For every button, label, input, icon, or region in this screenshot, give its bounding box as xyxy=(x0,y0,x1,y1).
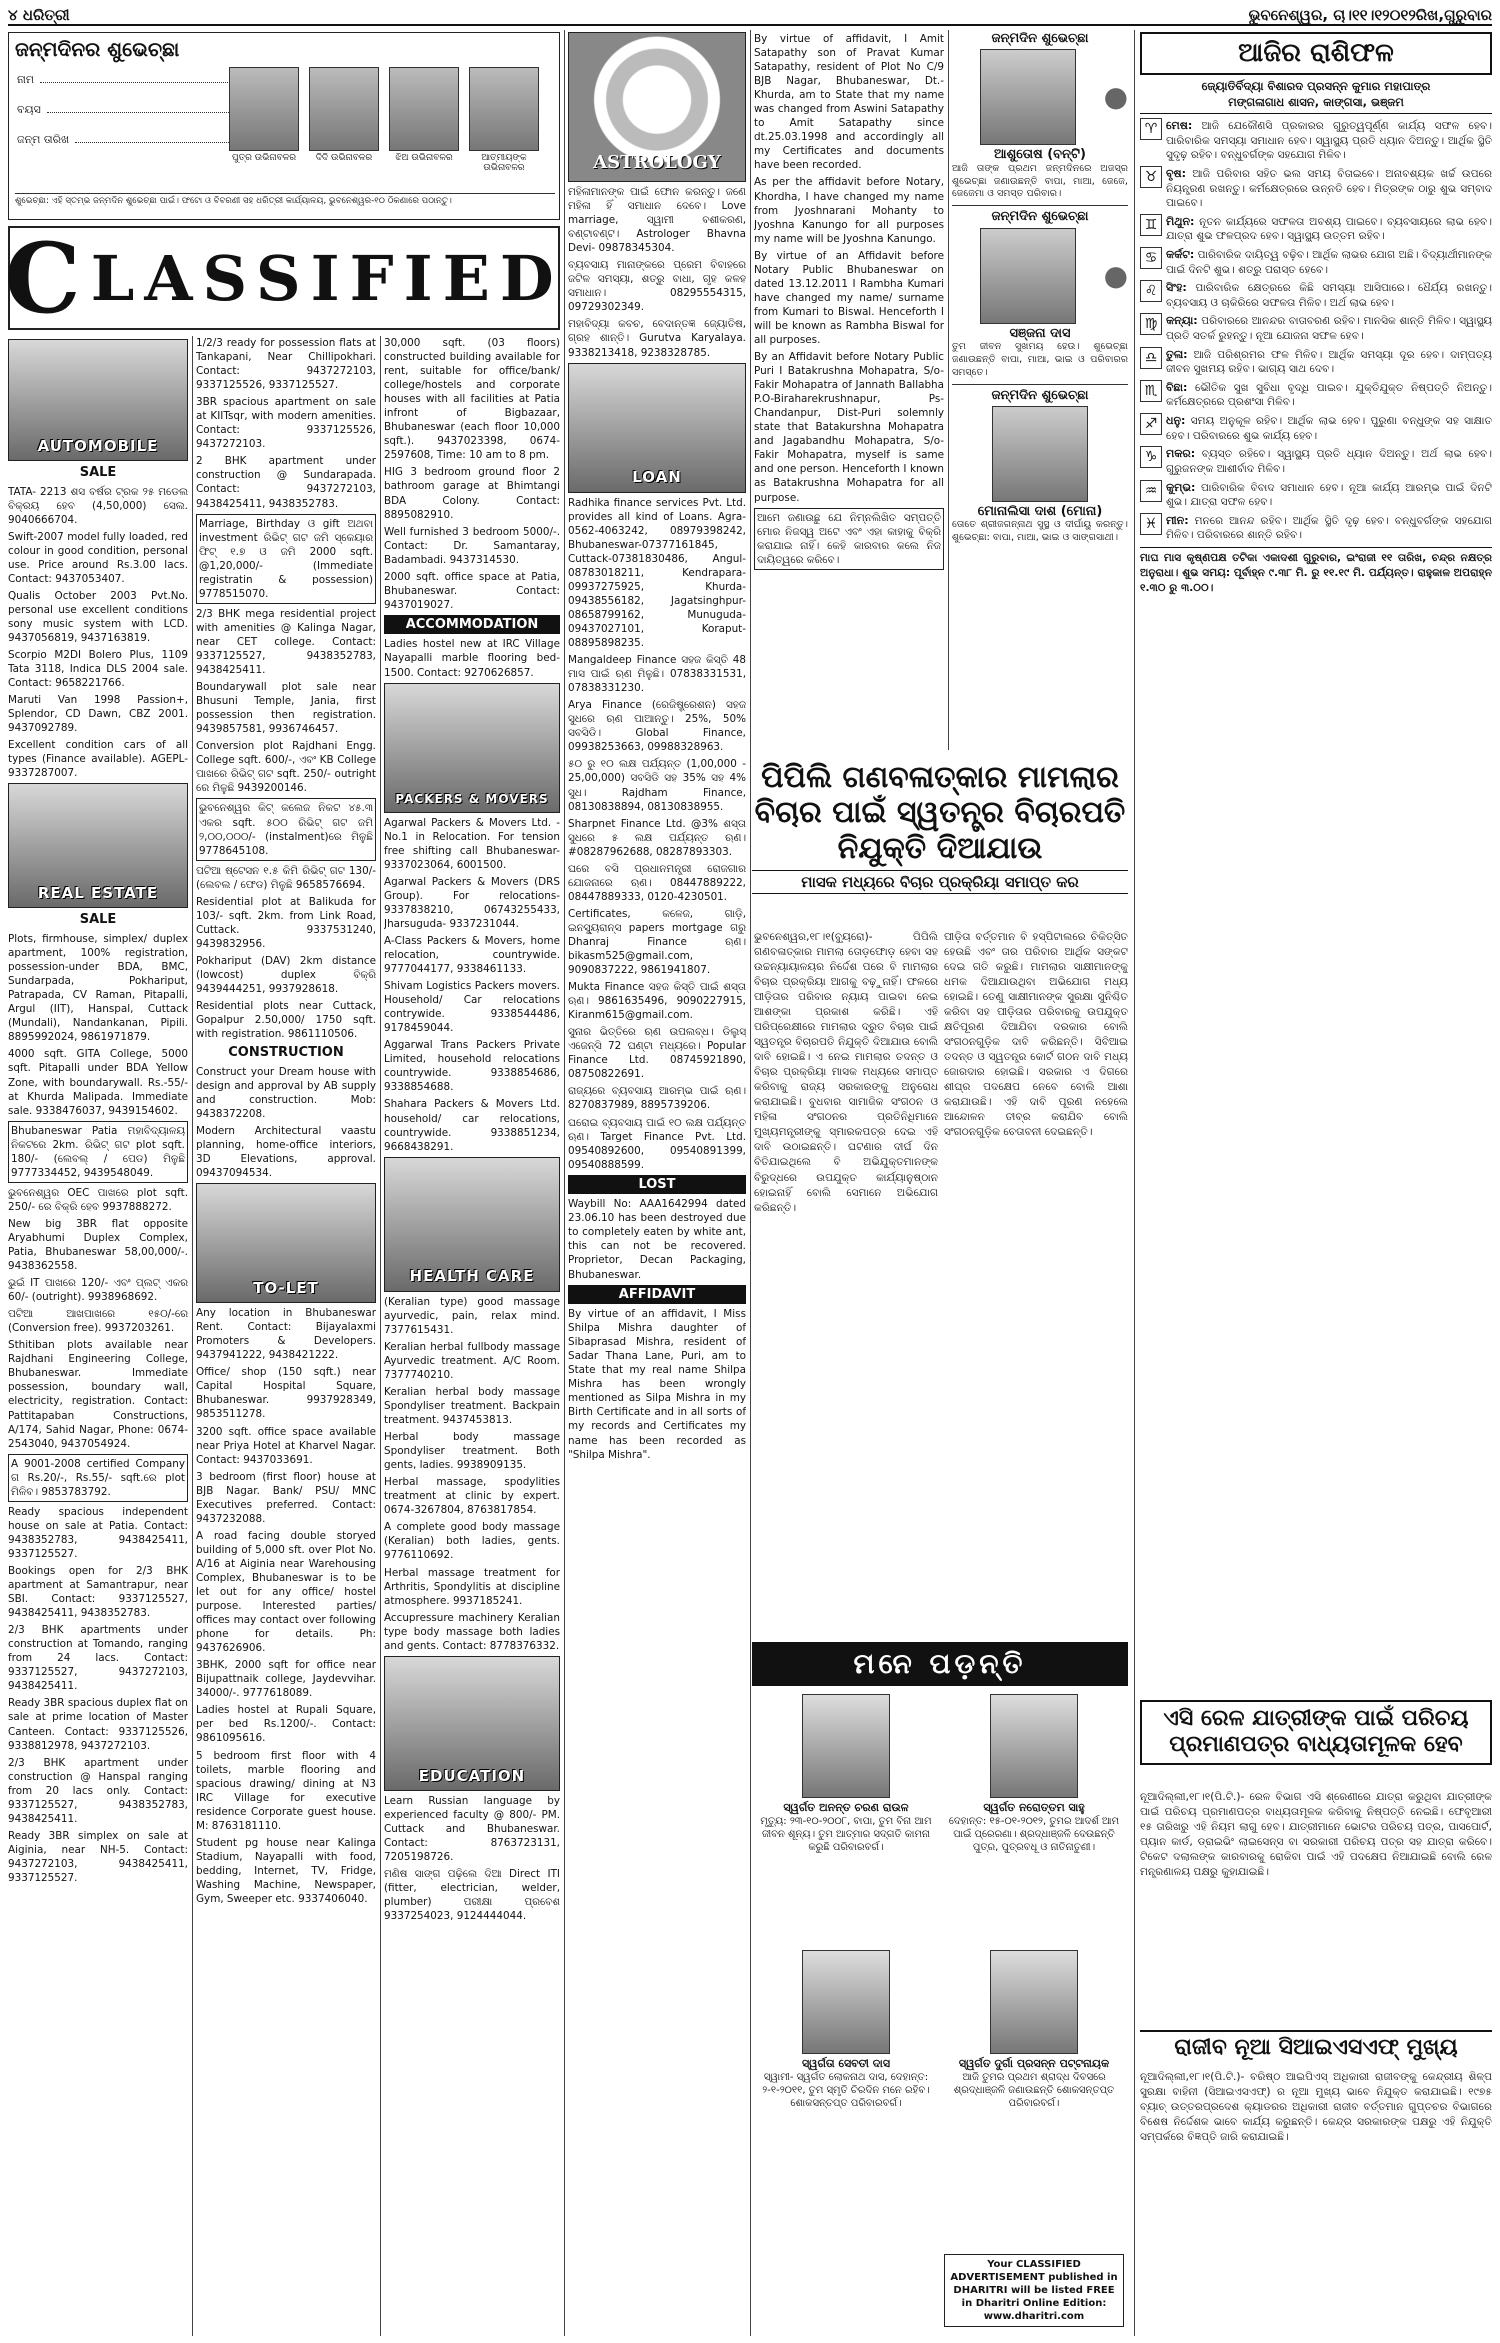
sagittarius-icon: ♐ xyxy=(1140,413,1162,435)
classified-ad: 2/3 BHK apartments under construction at Tomando, ranging from 24 lacs. Contact: 9337125527, 9437272103, 9438425411. xyxy=(8,1624,188,1693)
obituary-entry xyxy=(756,1950,936,2110)
affidavit-header: AFFIDAVIT xyxy=(568,1285,746,1305)
classified-ad: 3BHK, 2000 sqft for office near Bijupattnaik college, Jaydevvihar. 34000/-. 9777618089. xyxy=(196,1659,376,1700)
classified-ad: 3 bedroom (first floor) house at BJB Nagar. Bank/ PSU/ MNC Executives preferred. Contact: 9437232088. xyxy=(196,1470,376,1525)
portrait-photo xyxy=(990,1950,1078,2054)
lost-header: LOST xyxy=(568,1175,746,1195)
cancer-icon: ♋ xyxy=(1140,247,1162,269)
classified-ad: Accupressure machinery Keralian type body massage both ladies and gents. Contact: 8778376332. xyxy=(384,1611,560,1652)
classified-ad: 1/2/3 ready for possession flats at Tankapani, Near Chillipokhari. Contact: 9437272103, 9337125526, 9337125527. xyxy=(196,337,376,392)
child-photo xyxy=(992,406,1088,502)
classified-ad: Modern Architectural vaastu planning, home-office interiors, 3D Elevations, approval. 09437094534. xyxy=(196,1124,376,1180)
classified-ad: Plots, firmhouse, simplex/ duplex apartment, 100% registration, possession-under BDA, BMC, Sundarpada, Pokhariput, Patrapada, CV Raman, Pitapalli, Argul (IIT), Hanspal, Cuttack (Mundali), Nandankanan, Pipili. 8895992024, 9861971879. xyxy=(8,933,188,1044)
classified-ad: Ladies hostel new at IRC Village Nayapalli marble flooring bed-1500. Contact: 9270626857. xyxy=(384,638,560,679)
obituary-entry xyxy=(944,1694,1124,1854)
automobile-tile: AUTOMOBILE xyxy=(8,339,188,461)
libra-icon: ♎ xyxy=(1140,347,1162,369)
zodiac-sign: ♐ ଧନୁ: ସମୟ ଅନୁକୂଳ ରହିବ। ଆର୍ଥିକ ଲାଭ ହେବ। ପୁରୁଣା ବନ୍ଧୁଙ୍କ ସହ ସାକ୍ଷାତ ହେବ। ପରିବାରରେ ଶୁଭ କାର୍ଯ୍ୟ ହେବ। xyxy=(1140,413,1492,443)
photo-caption: ପୁତ୍ର ଉଭିନାବଳର xyxy=(231,153,297,163)
headline-deck: ମାସକ ମଧ୍ୟରେ ବିଚାର ପ୍ରକ୍ରିୟା ସମାପ୍ତ କର xyxy=(752,870,1128,894)
horoscope-column xyxy=(1140,32,1492,1632)
zodiac-sign: ♊ ମିଥୁନ: ନୂତନ କାର୍ଯ୍ୟରେ ସଫଳତା ଅବଶ୍ୟ ପାଇବେ। ବ୍ୟବସାୟରେ ଲାଭ ହେବ। ଯାତ୍ରା ଶୁଭ ଫଳପ୍ରଦ ହେବ। ସ୍ୱାସ୍ଥ୍ୟ ଉତ୍ତମ ରହିବ। xyxy=(1140,214,1492,244)
zodiac-sign: ♑ ମକର: ବ୍ୟସ୍ତ ରହିବେ। ସ୍ୱାସ୍ଥ୍ୟ ପ୍ରତି ଧ୍ୟାନ ଦିଅନ୍ତୁ। ଅର୍ଥ ଲାଭ ହେବ। ଗୁରୁଜନଙ୍କ ଆଶୀର୍ବାଦ ମିଳିବ। xyxy=(1140,446,1492,476)
classified-ad: ମହିଳାମାନଙ୍କ ପାଇଁ ଫୋନ କରନ୍ତୁ। ଜଣେ ମହିଳା ହିଁ ସମାଧାନ ଦେବେ। Love marriage, ସ୍ୱାମୀ ବଶୀକରଣ, ବଣ୍ଟାବଣ୍ଟ। Astrologer Bhavna Devi- 09878345304. xyxy=(568,186,746,255)
classified-ad: 4000 sqft. GITA College, 5000 sqft. Pitapalli under BDA Yellow Zone, with boundarywall. Rs.-55/- at Khurda Malipada. Immediate sale. 9338476037, 9439154602. xyxy=(8,1048,188,1117)
main-headline xyxy=(752,760,1128,894)
classified-ad: ଘରୋଇ ବ୍ୟବସାୟ ପାଇଁ ୧୦ ଲକ୍ଷ ପର୍ଯ୍ୟନ୍ତ ଋଣ। Target Finance Pvt. Ltd. 09540892600, 09540891399, 09540888599. xyxy=(568,1116,746,1171)
classified-ad: Keralian herbal body massage Spondyliser treatment. Backpain treatment. 9437453813. xyxy=(384,1385,560,1427)
classified-ad: Pokhariput (DAV) 2km distance (lowcost) duplex ବିକ୍ରି 9439444251, 9937928618. xyxy=(196,954,376,996)
classified-ad: Mangaldeep Finance ସହଜ କିସ୍ତି 48 ମାସ ପାଇଁ ଋଣ ମିଳୁଛି। 07838331531, 07838331230. xyxy=(568,654,746,695)
child-photo xyxy=(469,67,539,151)
zodiac-sign: ♌ ସିଂହ: ପାରିବାରିକ କ୍ଷେତ୍ରରେ କିଛି ସମସ୍ୟା ଆସିପାରେ। ଧୈର୍ଯ୍ୟ ରଖନ୍ତୁ। ବ୍ୟବସାୟ ଓ ଚାକିରିରେ ସଫଳତା ମିଳିବ। ଅର୍ଥ ଲାଭ ହେବ। xyxy=(1140,280,1492,310)
classified-ad: Radhika finance services Pvt. Ltd. provides all kind of Loans. Agra-0562-4063242, 08979398242, Bhubaneswar-07377161845, Cuttack-07381830486, Angul-08783018211, Kendrapara-09937275925, Khurda-09438556182, Jagatsinghpur-08658799162, Munuguda-09437027101, Koraput-08895898235. xyxy=(568,496,746,650)
classified-banner xyxy=(4,221,564,335)
online-promo: Your CLASSIFIED ADVERTISEMENT published in DHARITRI will be listed FREE in Dharitri Online Edition: www.dharitri.com xyxy=(944,2254,1124,2327)
name-line: ନାମ xyxy=(17,73,230,87)
divider xyxy=(952,384,1128,385)
age-line: ବୟସ xyxy=(17,103,237,117)
classified-ad: New big 3BR flat opposite Aryabhumi Duplex Complex, Patia, Bhubaneswar 58,00,000/-. 9438362558. xyxy=(8,1217,188,1273)
classified-ad: Ready spacious independent house on sale at Patia. Contact: 9438352783, 9438425411, 9337125527. xyxy=(8,1505,188,1560)
classified-ad: ୫୦ ରୁ ୧୦ ଲକ୍ଷ ପର୍ଯ୍ୟନ୍ତ (1,00,000 - 25,00,000) ସବସିଡି ସହ 35% ସହ 4% ସୁଧ। Rajdham Finance, 08130838894, 08130838955. xyxy=(568,758,746,813)
zodiac-sign: ♓ ମୀନ: ମନରେ ଆନନ୍ଦ ରହିବ। ଆର୍ଥିକ ସ୍ଥିତି ଦୃଢ଼ ହେବ। ବନ୍ଧୁବର୍ଗଙ୍କ ସହଯୋଗ ମିଳିବ। ପରିବାରରେ ଶାନ୍ତି ରହିବ। xyxy=(1140,513,1492,543)
classified-ad: ରାଜ୍ୟରେ ବ୍ୟବସାୟ ଆରମ୍ଭ ପାଇଁ ଋଣ। 8270837989, 8895739206. xyxy=(568,1085,746,1112)
child-photo xyxy=(229,67,299,151)
child-photo xyxy=(980,228,1076,324)
cisf-headline: ରାଜୀବ ନୂଆ ସିଆଇଏସଏଫ୍ ମୁଖ୍ୟ xyxy=(1140,2030,1492,2064)
aries-icon: ♈ xyxy=(1140,118,1162,140)
taurus-icon: ♉ xyxy=(1140,166,1162,188)
birthday-wish xyxy=(952,32,1128,201)
affidavit-ad: By an Affidavit before Notary Public Puri I Batakrushna Mohapatra, S/o-Fakir Mohapatra of Jannath Ballabha P.O-Biraharekrushnapur, Ps-Chandanpur, Dist-Puri solemnly state that Batakurshna Mohapatra and Jagabandhu Mohapatra, S/o-Fakir Mohapatra, myself is same and one person. Henceforth I known as Batakrushna Mohapatra for all purpose. xyxy=(754,351,944,504)
packers-tile: PACKERS & MOVERS xyxy=(384,683,560,813)
zodiac-sign: ♍ କନ୍ୟା: ପରିବାରରେ ଆନନ୍ଦର ବାତାବରଣ ରହିବ। ମାନସିକ ଶାନ୍ତି ମିଳିବ। ସ୍ୱାସ୍ଥ୍ୟ ପ୍ରତି ସତର୍କ ରୁହନ୍ତୁ। ନୂଆ ଯୋଜନା ସଫଳ ହେବ। xyxy=(1140,313,1492,343)
sale-header: SALE xyxy=(79,912,117,928)
classified-ad: Agarwal Packers & Movers (DRS Group). For relocations- 9337838210, 06743255433, Jharsuguda- 9337231044. xyxy=(384,875,560,930)
classified-ad: TATA- 2213 ଶସ ବର୍ଷର ଟ୍ରକ ୨୫ ମଡେଲ ବିକ୍ରୟ ହେବ (4,50,000) ସେଲ. 9040666704. xyxy=(8,485,188,526)
portrait-photo xyxy=(802,1694,890,1798)
classified-ad: Conversion plot Rajdhani Engg. College sqft. 600/-, ଏବଂ KB College ପାଖରେ ରିଭିଟ୍ ଗଟ sqft. 250/- outright ରେ ମିଳୁଛି 9439200146. xyxy=(196,740,376,795)
classified-ad: ମହାବିଦ୍ୟା କବଚ, ବେଦାନ୍ତଜ୍ଞ ଜ୍ୟୋତିଷ, ଗ୍ରହ ଶାନ୍ତି। Gurutva Karyalaya. 9338213418, 9238328785. xyxy=(568,318,746,359)
classified-ad: Residential plots near Cuttack, Gopalpur 2.50,000/ 1750 sqft. with registration. 9861110506. xyxy=(196,1000,376,1041)
classified-ad: Agarwal Packers & Movers Ltd. - No.1 in Relocation. For tension free shifting call Bhubaneswar- 9337023064, 6001500. xyxy=(384,816,560,871)
classified-ad: Well furnished 3 bedroom 5000/-. Contact: Dr. Samantaray, Badambadi. 9437314530. xyxy=(384,525,560,566)
classified-ad: A complete good body massage (Keralian) both ladies, gents. 9776110692. xyxy=(384,1521,560,1562)
classified-ad: Maruti Van 1998 Passion+, Splendor, CD Dawn, CBZ 2001. 9437092789. xyxy=(8,694,188,735)
classified-ad: ପଟିଆ ଆଖପାଖରେ ୧୫୦/-ରେ (Conversion free). 9937203261. xyxy=(8,1308,188,1335)
balloon-icon: ● xyxy=(1103,258,1128,292)
classified-ad: 3BR spacious apartment on sale at KIITsqr, with modern amenities. Contact: 9337125526, 9437272103. xyxy=(196,396,376,451)
column-rule xyxy=(564,30,565,2336)
classified-ad: 2 BHK apartment under construction @ Sundarapada. Contact: 9437272103, 9438425411, 9438352783. xyxy=(196,455,376,510)
leo-icon: ♌ xyxy=(1140,280,1162,302)
birthday-wish xyxy=(952,389,1128,545)
birthday-wish xyxy=(952,210,1128,379)
education-tile: EDUCATION xyxy=(384,1656,560,1791)
photo-caption: ଆତ୍ମୀୟଙ୍କ ଉଭିନାବଳର xyxy=(481,153,527,174)
classified-ad: Student pg house near Kalinga Stadium, Nayapalli with food, bedding, Internet, TV, Fridge, Washing Machine, Newspaper, Gym, Sweeper etc. 9337406040. xyxy=(196,1836,376,1905)
to-let-tile: TO-LET xyxy=(196,1183,376,1303)
classified-initial: C xyxy=(4,221,91,335)
affidavit-ad: By virtue of affidavit, I Amit Satapathy son of Pravat Kumar Satapathy, resident of Plot No C/9 BJB Nagar, Bhubaneswar, Dt.-Khurda, am to State that my name was changed from Aswini Satapathy to Amit Satapathy since dt.25.03.1998 and accordingly all my Certificates and documents have been recorded. xyxy=(754,33,944,172)
classified-ad: Swift-2007 model fully loaded, red colour in good condition, personal use. Price around Rs.3.00 lacs. Contact: 9437053407. xyxy=(8,530,188,585)
column-1 xyxy=(8,336,188,2336)
classified-ad: Boundarywall plot sale near Bhusuni Temple, Jania, first possession then registration. 9439857581, 9936746457. xyxy=(196,681,376,736)
column-rule xyxy=(948,30,949,750)
photo-caption: ଝିଅ ଉଭିନାବଳର xyxy=(395,153,453,163)
column-2 xyxy=(196,336,376,2336)
rail-headline: ଏସି ରେଳ ଯାତ୍ରୀଙ୍କ ପାଇଁ ପରିଚୟ ପ୍ରମାଣପତ୍ର ବାଧ୍ୟତାମୂଳକ ହେବ xyxy=(1140,1700,1492,1765)
column-rule xyxy=(750,30,751,2336)
capricorn-icon: ♑ xyxy=(1140,446,1162,468)
wish-text: ଆଜି ତାଙ୍କ ପ୍ରଥମ ଜନ୍ମଦିନରେ ଅଜସ୍ର ଶୁଭେଚ୍ଛା ଜଣାଉଛନ୍ତି ବାପା, ମାଆ, ଜେଜେ, ଜେଜେମା ଓ ସମସ୍ତ ପରିବାର। xyxy=(952,162,1128,200)
classified-ad: Bhubaneswar Patia ମହାବିଦ୍ୟାଳୟ ନିକଟରେ 2km. ରିଭିଟ୍ ଗଟ plot sqft. 180/- (ଲେବଲ୍ / ପେଡ) ମିଳୁଛି 9777334452, 9439548049. xyxy=(8,1121,188,1183)
page-header xyxy=(8,4,1492,26)
classified-ad: Herbal massage, spodylities treatment at clinic by expert. 0674-3267804, 8763817854. xyxy=(384,1476,560,1517)
portrait-photo xyxy=(990,1694,1078,1798)
zodiac-sign: ♎ ତୁଳା: ଆଜି ପରିଶ୍ରମର ଫଳ ମିଳିବ। ଆର୍ଥିକ ସମସ୍ୟା ଦୂର ହେବ। ଦାମ୍ପତ୍ୟ ଜୀବନ ସୁଖମୟ ରହିବ। ଭାଗ୍ୟ ସାଥ ଦେବ। xyxy=(1140,347,1492,377)
obituary-text: ମୃତ୍ୟୁ: ୨୩-୧୦-୨୦୦୮, ବାପା, ତୁମ ବିନା ଆମ ଜୀବନ ଶୂନ୍ୟ। ତୁମ ଆତ୍ମାର ସଦ୍‌ଗତି କାମନା କରୁଛି ପରିବାରବର୍ଗ। xyxy=(760,1816,932,1854)
page-label: ୪ ଧରିତ୍ରୀ xyxy=(8,6,70,24)
classified-ad: Excellent condition cars of all types (Finance available). AGEPL- 9337287007. xyxy=(8,739,188,780)
classified-ad: Herbal massage treatment for Arthritis, Spondylitis at discipline atmosphere. 9937185241. xyxy=(384,1566,560,1607)
classified-ad: (Keralian type) good massage ayurvedic, pain, relax mind. 7377615431. xyxy=(384,1295,560,1336)
classified-ad: By virtue of an affidavit, I Miss Shilpa Mishra daughter of Sibaprasad Mishra, resident of Sadar Thana Lane, Puri, am to State that my real name Shilpa Mishra has been wrongly mentioned as Silpa Mishra in my Birth Certificate and in all sorts of my records and Certificates my name has been recorded as "Shilpa Mishra". xyxy=(568,1308,746,1461)
classified-ad: Sharpnet Finance Ltd. @3% ଶସ୍ତା ସୁଧରେ ୫ ଲକ୍ଷ ପର୍ଯ୍ୟନ୍ତ ଋଣ। #08287962688, 08287893303. xyxy=(568,817,746,858)
classified-ad: 2/3 BHK apartment under construction @ Hanspal ranging from 20 lacs only. Contact: 9337125527, 9438352783, 9438425411. xyxy=(8,1756,188,1825)
gemini-icon: ♊ xyxy=(1140,214,1162,236)
obituary-entry xyxy=(756,1694,936,1854)
classified-ad: Scorpio M2DI Bolero Plus, 1109 Tata 3118, Indica DLS 2004 sale. Contact: 9658221766. xyxy=(8,649,188,690)
horoscope-title: ଆଜିର ରାଶିଫଳ xyxy=(1140,32,1492,75)
classified-ad: Construct your Dream house with design and approval by AB supply and construction. Mob: 9438372208. xyxy=(196,1065,376,1120)
classified-ad: Shahara Packers & Movers Ltd. household/ car relocations, countrywide. 9338851234, 9668438291. xyxy=(384,1098,560,1153)
obituary-name: ସ୍ୱର୍ଗତ ଦୁର୍ଗା ପ୍ରସନ୍ନ ପଟ୍ଟନାୟକ xyxy=(958,2057,1110,2070)
photo-caption: ଦିଦି ଉଭିନାବଳର xyxy=(315,153,373,163)
obituary-name: ସ୍ୱର୍ଗତା ସେବତୀ ଦାସ xyxy=(801,2057,890,2070)
column-5 xyxy=(754,32,944,752)
headline-text: ପିପିଲି ଗଣବଳାତ୍କାର ମାମଲାର ବିଚାର ପାଇଁ ସ୍ୱତନ୍ତ୍ର ବିଚାରପତି ନିଯୁକ୍ତି ଦିଆଯାଉ xyxy=(754,760,1126,866)
obituary-text: ଦେହାନ୍ତ: ୧୫-୦୧-୨୦୧୨, ତୁମର ଆଦର୍ଶ ଆମ ପାଇଁ ପ୍ରେରଣା। ଶ୍ରଦ୍ଧାଞ୍ଜଳି ଦେଉଛନ୍ତି ପୁତ୍ର, ପୁତ୍ରବଧୂ ଓ ନାତିନାତୁଣୀ। xyxy=(948,1816,1120,1854)
virgo-icon: ♍ xyxy=(1140,313,1162,335)
obituary-text: ଆଜି ତୁମର ପ୍ରଥମ ଶ୍ରାଦ୍ଧ ଦିବସରେ ଶ୍ରଦ୍ଧାଞ୍ଜଳି ଜଣାଉଛନ୍ତି ଶୋକସନ୍ତପ୍ତ ପରିବାରବର୍ଗ। xyxy=(953,2072,1115,2110)
zodiac-sign: ♈ ମେଷ: ଆଜି ଯେକୌଣସି ପ୍ରକାରର ଗୁରୁତ୍ୱପୂର୍ଣ୍ଣ କାର୍ଯ୍ୟ ସଫଳ ହେବ। ପାରିବାରିକ ସମସ୍ୟା ସମାଧାନ ହେବ। ସ୍ୱାସ୍ଥ୍ୟ ପ୍ରତି ଧ୍ୟାନ ଦିଅନ୍ତୁ। ଆର୍ଥିକ ସ୍ଥିତି ସୁଦୃଢ଼ ରହିବ। ବନ୍ଧୁବର୍ଗଙ୍କ ସହଯୋଗ ମିଳିବ। xyxy=(1140,118,1492,163)
zodiac-sign: ♒ କୁମ୍ଭ: ପାରିବାରିକ ବିବାଦ ସମାଧାନ ହେବ। ନୂଆ କାର୍ଯ୍ୟ ଆରମ୍ଭ ପାଇଁ ଦିନଟି ଶୁଭ। ଯାତ୍ରା ସଫଳ ହେବ। xyxy=(1140,480,1492,510)
horoscope-author: ଜ୍ୟୋତିର୍ବିଦ୍ୟା ବିଶାରଦ ପ୍ରସନ୍ନ କୁମାର ମହାପାତ୍ର ମଙ୍ଗଳାଗାଧ ଶାସନ, କାଙ୍ଗସା, ଭଞ୍ଜମ xyxy=(1140,79,1492,114)
story-body: ପୀଡ଼ିତା ବର୍ତ୍ତମାନ ବି ହସ୍ପିଟାଲରେ ଚିକିତ୍ସିତ ହେଉଛି ଏବଂ ତାର ପରିବାର ଆର୍ଥିକ ସଙ୍କଟ ଦେଇ ଗତି କରୁଛି। ମାମଲାର ସାକ୍ଷୀମାନଙ୍କୁ ଧମକ ଦିଆଯାଉଥିବା ଅଭିଯୋଗ ମଧ୍ୟ ହୋଇଛି। ତେଣୁ ସାକ୍ଷୀମାନଙ୍କ ସୁରକ୍ଷା ସୁନିଶ୍ଚିତ କରିବା ସହ ପୀଡ଼ିତାର ପରିବାରକୁ ଉପଯୁକ୍ତ କ୍ଷତିପୂରଣ ଦିଆଯିବା ଦରକାର ବୋଲି ସଂଗଠନଗୁଡ଼ିକ ଦାବି କରିଛନ୍ତି। ସିବିଆଇ ତଦନ୍ତ ଓ ସ୍ୱତନ୍ତ୍ର କୋର୍ଟ ଗଠନ ଦାବି ମଧ୍ୟ ଜୋରଦାର ହୋଇଛି। ସରକାର ଏ ଦିଗରେ ଶୀଘ୍ର ପଦକ୍ଷେପ ନେବେ ବୋଲି ଆଶା କରାଯାଉଛି। ଏହି ଦାବି ପୂରଣ ନହେଲେ ଆନ୍ଦୋଳନ ତୀବ୍ର କରାଯିବ ବୋଲି ସଂଗଠନଗୁଡ଼ିକ ଚେତାବନୀ ଦେଇଛନ୍ତି। xyxy=(944,931,1128,1139)
classified-ad: ଭୁଇଁ IT ପାଖରେ 120/- ଏବଂ ପ୍ଲଟ୍ ଏକର 60/- (outright). 9938968692. xyxy=(8,1277,188,1304)
story-body: ଭୁବନେଶ୍ୱର,୧୮।୧(ବ୍ୟୁରୋ)- ପିପିଲି ଗଣବଳାତ୍କାର ମାମଲା ତୋଡ଼ଫୋଡ଼ ହେବା ସହ ଉଚ୍ଚନ୍ୟାୟାଳୟର ନିର୍ଦ୍ଦେଶ ପରେ ବି ମାମଲାର ବିଚାର ପ୍ରକ୍ରିୟା ଆଗକୁ ବଢ଼ୁନାହିଁ। ଫଳରେ ପୀଡ଼ିତାର ପରିବାର ନ୍ୟାୟ ପାଇବା ନେଇ ଆଶଙ୍କା ପ୍ରକାଶ କରିଛି। ଏହି ପରିପ୍ରେକ୍ଷୀରେ ମାମଲାର ଦ୍ରୁତ ବିଚାର ପାଇଁ ସ୍ୱତନ୍ତ୍ର ବିଚାରପତି ନିଯୁକ୍ତି ଦିଆଯାଉ ବୋଲି ଦାବି ହୋଇଛି। ଏ ନେଇ ମାମଲାର ତଦନ୍ତ ଓ ବିଚାର ପ୍ରକ୍ରିୟା ମାସକ ମଧ୍ୟରେ ସମାପ୍ତ କରିବାକୁ ରାଜ୍ୟ ସରକାରଙ୍କୁ ଅନୁରୋଧ କରାଯାଇଛି। ବୁଧବାର ସାମାଜିକ ସଂଗଠନ ଓ ମହିଳା ସଂଗଠନର ପ୍ରତିନିଧିମାନେ ମୁଖ୍ୟମନ୍ତ୍ରୀଙ୍କୁ ସ୍ମାରକପତ୍ର ଦେଇ ଏହି ଦାବି ଉଠାଇଛନ୍ତି। ଘଟଣାର ଦୀର୍ଘ ଦିନ ବିତିଯାଇଥିଲେ ବି ଅଭିଯୁକ୍ତମାନଙ୍କ ବିରୁଦ୍ଧରେ ଉପଯୁକ୍ତ କାର୍ଯ୍ୟାନୁଷ୍ଠାନ ହୋଇନାହିଁ ବୋଲି ସେମାନେ ଅଭିଯୋଗ କରିଛନ୍ତି। xyxy=(754,931,938,1214)
child-photo xyxy=(389,67,459,151)
birthday-form-note: ଶୁଭେଚ୍ଛା: ଏହି ସ୍ତମ୍ଭ ଜନ୍ମଦିନ ଶୁଭେଚ୍ଛା ପାଇଁ। ଫଟୋ ଓ ବିବରଣୀ ସହ ଧରିତ୍ରୀ କାର୍ଯ୍ୟାଳୟ, ଭୁବନେଶ୍ୱର-୧୦ ଠିକଣାରେ ପଠାନ୍ତୁ। xyxy=(15,193,555,207)
classified-ad: Any location in Bhubaneswar Rent. Contact: Bijayalaxmi Promoters & Developers. 9437941222, 9438421222. xyxy=(196,1307,376,1362)
classified-ad: 2/3 BHK mega residential project with amenities @ Kalinga Nagar, near CET college. Contact: 9337125527, 9438352783, 9438425411. xyxy=(196,607,376,677)
birthday-form-title: ଜନ୍ମଦିନର ଶୁଭେଚ୍ଛା xyxy=(15,37,180,61)
classified-ad: Waybill No: AAA1642994 dated 23.06.10 has been destroyed due to completely eaten by white ant, this can not be recovered. Proprietor, Decan Packaging, Bhubaneswar. xyxy=(568,1198,746,1281)
obituary-text: ସ୍ୱାମୀ- ସ୍ୱର୍ଗତ ଲୋକନାଥ ଦାସ, ଦେହାନ୍ତ: ୨-୧-୨୦୧୧, ତୁମ ସ୍ମୃତି ଚିରଦିନ ମନେ ରହିବ। ଶୋକସନ୍ତପ୍ତ ପରିବାରବର୍ଗ। xyxy=(762,2072,930,2110)
astrology-tile: ASTROLOGY xyxy=(568,32,746,182)
column-3 xyxy=(384,336,560,2336)
classified-ad: 3200 sqft. office space available near Priya Hotel at Kharvel Nagar. Contact: 9437033691. xyxy=(196,1425,376,1466)
classified-ad: ବ୍ୟବସାୟ ମାନାଙ୍କରେ ପ୍ରେମ ବିବାହରେ ଜଟିଳ ସମସ୍ୟା, ଶତ୍ରୁ ବାଧା, ଗୃହ କଳହ ସମାଧାନ। 08295554315, 09729302349. xyxy=(568,259,746,314)
classified-ad: Keralian herbal fullbody massage Ayurvedic treatment. A/C Room. 7377740210. xyxy=(384,1340,560,1381)
obituary-name: ସ୍ୱର୍ଗତ ନରୋତ୍ତମ ସାହୁ xyxy=(983,1801,1085,1814)
wish-title: ଜନ୍ମଦିନ ଶୁଭେଚ୍ଛା xyxy=(991,209,1089,225)
construction-header: CONSTRUCTION xyxy=(228,1045,344,1061)
classified-ad: Residential plot at Balikuda for 103/- sqft. 2km. from Link Road, Cuttack. 9337531240, 9439832956. xyxy=(196,895,376,950)
baby-photo xyxy=(980,49,1076,145)
classified-ad: Bookings open for 2/3 BHK apartment at Samantrapur, near SBI. Contact: 9337125527, 9438425411, 9438352783. xyxy=(8,1565,188,1620)
wish-text: ତୁମ ଜୀବନ ସୁଖମୟ ହେଉ। ଶୁଭେଚ୍ଛା ଜଣାଉଛନ୍ତି ବାପା, ମାଆ, ଭାଇ ଓ ପରିବାରର ସମସ୍ତେ। xyxy=(952,341,1128,378)
classified-ad: Certificates, କଳେଜ, ଗାଡ଼ି, ଇନସ୍ୟୁରାନ୍ସ papers mortgage ଗରୁ Dhanraj Finance ଋଣ। bikasm525@gmail.com, 9090837222, 9861941807. xyxy=(568,907,746,977)
column-rule xyxy=(380,336,381,2336)
classified-ad: Shivam Logistics Packers movers. Household/ Car relocations contrywide. 9338544486, 9178459044. xyxy=(384,980,560,1035)
column-rule xyxy=(1134,30,1135,2336)
obituary-name: ସ୍ୱର୍ଗତ ଅନନ୍ତ ଚରଣ ରାଉଳ xyxy=(783,1801,909,1814)
wish-name: ମୋନାଲିସା ଦାଶ (ମୋନା) xyxy=(977,504,1103,520)
column-rule xyxy=(192,336,193,2336)
classified-ad: Learn Russian language by experienced faculty @ 800/- PM. Cuttack and Bhubaneswar. Contact: 8763723131, 7205198726. xyxy=(384,1794,560,1863)
classified-ad: A road facing double storyed building of 5,000 sft. over Plot No. A/16 at Aiginia near Warehousing Complex, Bhubaneswar is to be let out for any office/ hostel purpose. Interested parties/ offices may contact over following phone for details. Ph: 9437626906. xyxy=(196,1529,376,1655)
wish-text: ତୋତେ ଶ୍ରୀଜଗନ୍ନାଥ ସୁସ୍ଥ ଓ ଦୀର୍ଘାୟୁ କରନ୍ତୁ। ଶୁଭେଚ୍ଛା: ବାପା, ମାଆ, ଭାଇ ଓ ସାଙ୍ଗସାଥୀ। xyxy=(952,519,1128,544)
accommodation-header: ACCOMMODATION xyxy=(384,615,560,635)
main-story-col-right xyxy=(944,930,1128,1630)
balloon-icon: ● xyxy=(1103,80,1128,114)
date-line: ଜନ୍ମ ତାରିଖ xyxy=(17,133,265,147)
classified-ad: Aggarwal Trans Packers Private Limited, household relocations countrywide. 9338854686, 9338854688. xyxy=(384,1039,560,1094)
loan-tile: LOAN xyxy=(568,363,746,493)
zodiac-sign: ♏ ବିଛା: ଭୌତିକ ସୁଖ ସୁବିଧା ବୃଦ୍ଧି ପାଇବ। ଯୁକ୍ତିଯୁକ୍ତ ନିଷ୍ପତ୍ତି ନିଅନ୍ତୁ। କର୍ମକ୍ଷେତ୍ରରେ ପ୍ରଶଂସା ମିଳିବ। xyxy=(1140,380,1492,410)
classified-ad: 30,000 sqft. (03 floors) constructed building available for rent, suitable for office/bank/ college/hostels and corporate houses with all facilities at Patia infront of Bigbazaar, Bhubaneswar (each floor 10,000 sqft.). 9437023398, 0674-2597608, Time: 10 am to 8 pm. xyxy=(384,337,560,462)
classified-ad: Ladies hostel at Rupali Square, per bed Rs.1200/-. Contact: 9861095616. xyxy=(196,1704,376,1745)
wish-title: ଜନ୍ମଦିନ ଶୁଭେଚ୍ଛା xyxy=(991,387,1089,403)
obituary-entry xyxy=(944,1950,1124,2110)
cisf-story-body: ନୂଆଦିଲ୍ଲୀ,୧୮।୧(ପି.ଟି.)- ବରିଷ୍ଠ ଆଇପିଏସ୍ ଅଧିକାରୀ ରାଜୀବଙ୍କୁ କେନ୍ଦ୍ରୀୟ ଶିଳ୍ପ ସୁରକ୍ଷା ବାହିନୀ (ସିଆଇଏସଏଫ୍) ର ନୂଆ ମୁଖ୍ୟ ଭାବେ ନିଯୁକ୍ତ କରାଯାଇଛି। ୧୯୭୫ ବ୍ୟାଚ୍ ଉତ୍ତରପ୍ରଦେଶ କ୍ୟାଡରର ଅଧିକାରୀ ରାଜୀବ ବର୍ତ୍ତମାନ ଗୁପ୍ତଚର ବିଭାଗରେ ବିଶେଷ ନିର୍ଦ୍ଦେଶକ ଭାବେ କାର୍ଯ୍ୟ କରୁଛନ୍ତି। କେନ୍ଦ୍ର ସରକାରଙ୍କ ପକ୍ଷରୁ ଏହି ନିଯୁକ୍ତି ସମ୍ପର୍କରେ ବିଜ୍ଞପ୍ତି ଜାରି କରାଯାଇଛି। xyxy=(1140,2071,1492,2144)
classified-ad: ସୁନାର ଭିତ୍ତିରେ ଋଣ ଉପଲବ୍ଧ। ଡିଲୁସ୍ ଏଜେନ୍ସି 72 ଘଣ୍ଟା ମଧ୍ୟରେ। Popular Finance Ltd. 08745921890, 08750822691. xyxy=(568,1026,746,1081)
panjika: ମାଘ ମାସ କୃଷ୍ଣପକ୍ଷ ତଟିକା ଏକାଦଶୀ ଗୁରୁବାର, ଇଂରାଜୀ ୧୧ ତାରିଖ, ଚନ୍ଦ୍ର ନକ୍ଷତ୍ର ଅନୁରାଧା। ଶୁଭ ସମୟ: ପୂର୍ବାହ୍ନ ୯.୩୮ ମି. ରୁ ୧୧.୧୯ ମି. ପର୍ଯ୍ୟନ୍ତ। ରାହୁକାଳ ଅପରାହ୍ନ ୧.୩୦ ରୁ ୩.୦୦। xyxy=(1140,547,1492,596)
classified-ad: ମଣିଷ ସାଙ୍ଗ ପଢ଼ିଲେ ଦିଆ Direct ITI (fitter, electrician, welder, plumber) ପରୀକ୍ଷା ପ୍ରବେଶ 9337254023, 9124444044. xyxy=(384,1868,560,1923)
child-photo xyxy=(309,67,379,151)
affidavit-ad: As per the affidavit before Notary, Khordha, I have changed my name from Jyoshnarani Mohanty to Jyoshna Kanungo for all purposes my name will be Jyoshna Kanungo. xyxy=(754,176,944,245)
classified-ad: Arya Finance (ରେଜିଷ୍ଟ୍ରେଶନ) ସହଜ ସୁଧରେ ଋଣ ପାଆନ୍ତୁ। 25%, 50% ସବସିଡି। Global Finance, 09938253663, 09988328963. xyxy=(568,699,746,754)
affidavit-ad: By virtue of an Affidavit before Notary Public Bhubaneswar on dated 13.12.2011 I Rambha Kumari have changed my name/ surname from Kumari to Biswal. Henceforth I will be known as Rambha Biswal for all purposes. xyxy=(754,249,944,346)
pisces-icon: ♓ xyxy=(1140,513,1162,535)
rail-story-body: ନୂଆଦିଲ୍ଲୀ,୧୮।୧(ପି.ଟି.)- ରେଳ ବିଭାଗ ଏସି ଶ୍ରେଣୀରେ ଯାତ୍ରା କରୁଥିବା ଯାତ୍ରୀଙ୍କ ପାଇଁ ପରିଚୟ ପ୍ରମାଣପତ୍ର ବାଧ୍ୟତାମୂଳକ କରିବାକୁ ନିଷ୍ପତ୍ତି ନେଇଛି। ଫେବୃଆରୀ ୧୫ ତାରିଖରୁ ଏହି ନିୟମ ଲାଗୁ ହେବ। ଯାତ୍ରୀମାନେ ଭୋଟର ପରିଚୟ ପତ୍ର, ପାସପୋର୍ଟ, ପ୍ୟାନ କାର୍ଡ, ଡ୍ରାଇଭିଂ ଲାଇସେନ୍ସ ବା ସରକାରୀ ପରିଚୟ ପତ୍ର ସହ ଯାତ୍ରା କରିବେ। ଟିକେଟ ଦଲାଲଙ୍କ କାରବାରକୁ ରୋକିବା ପାଇଁ ଏହି ପଦକ୍ଷେପ ନିଆଯାଇଛି ବୋଲି ରେଳ ମନ୍ତ୍ରଣାଳୟ ପକ୍ଷରୁ କୁହାଯାଇଛି। xyxy=(1140,1791,1492,1879)
classified-ad: 5 bedroom first floor with 4 toilets, marble flooring and spacious drawing/ dining at N3 IRC Village for executive residence Corporate guest house. M: 8763181110. xyxy=(196,1749,376,1832)
classified-ad: Herbal body massage Spondyliser treatment. Both gents, ladies. 9938909135. xyxy=(384,1431,560,1472)
wish-title: ଜନ୍ମଦିନ ଶୁଭେଚ୍ଛା xyxy=(991,32,1089,46)
classified-ad: ଘରେ ବସି ପ୍ରଧାନମନ୍ତ୍ରୀ ରୋଜଗାର ଯୋଜନାରେ ଋଣ। 08447889222, 08447889333, 0120-4230501. xyxy=(568,862,746,903)
dateline: ଭୁବନେଶ୍ୱର, ଚା।୧୧।୧୨୦୧୨ରିଖ,ଗୁରୁବାର xyxy=(1248,6,1492,24)
classified-word: LASSIFIED xyxy=(90,241,564,315)
classified-ad: ଭୁବନେଶ୍ୱର OEC ପାଖରେ plot sqft. 250/- ରେ ବିକ୍ରି ହେବ 9937888272. xyxy=(8,1186,188,1213)
main-story-col-left xyxy=(754,930,938,1630)
notice-ad: ଆମେ ଜଣାଉଛୁ ଯେ ନିମ୍ନଲିଖିତ ସମ୍ପତ୍ତି ମୋର ନିଜସ୍ୱ ଅଟେ ଏବଂ ଏହା କାହାକୁ ବିକ୍ରି କରାଯାଇ ନାହିଁ। କେହି କାରବାର କଲେ ନିଜ ଦାୟିତ୍ୱରେ କରିବେ। xyxy=(754,508,944,570)
sale-header: SALE xyxy=(79,465,117,480)
classified-ad: Ready 3BR simplex on sale at Aiginia, near NH-5. Contact: 9437272103, 9438425411, 9337125527. xyxy=(8,1829,188,1884)
classified-ad: Office/ shop (150 sqft.) near Capital Hospital Square, Bhubaneswar. 9937928349, 9853511278. xyxy=(196,1366,376,1421)
obituary-banner: ମନେ ପଡ଼ନ୍ତି xyxy=(752,1642,1128,1686)
classified-ad: ଭୁବନେଶ୍ୱର କିଟ୍ କଲେଜ ନିକଟ ୪୫.୩ ଏକର sqft. ୫୦୦ ରିଭିଟ୍ ଗଟ ଜମି ୨,୦୦,୦୦୦/- (instalment)ରେ ମିଳୁଛି 9778645108. xyxy=(196,798,376,860)
classified-ad: ପଟିଆ ଷ୍ଟେସନ ୧.୫ କିମି ରିଭିଟ୍ ଗଟ 130/- (ଲେବଲ / ଫେଡ) ମିଳୁଛି 9658576694. xyxy=(196,864,376,891)
classified-ad: A 9001-2008 certified Company ଗ Rs.20/-, Rs.55/- sqft.ରେ plot ମିଳିବ। 9853783792. xyxy=(8,1454,188,1502)
classified-ad: HIG 3 bedroom ground floor 2 bathroom garage at Bhimtangi BDA Colony. Contact: 8895082910. xyxy=(384,466,560,521)
classified-ad: Qualis October 2003 Pvt.No. personal use excellent conditions sony music system with LCD. 9437056819, 9437163819. xyxy=(8,589,188,645)
scorpio-icon: ♏ xyxy=(1140,380,1162,402)
wish-name: ସଞ୍ଜନା ଦାସ xyxy=(1009,325,1071,341)
wish-name: ଆଶୁତୋଷ (ବନ୍ଟି) xyxy=(994,147,1086,163)
divider xyxy=(952,205,1128,206)
classified-ad: Marriage, Birthday ଓ gift ଅଥବା investment ରିଭିଟ୍ ଗଟ ଜମି ସ୍କେୟାର ଫିଟ୍ ୧.୭ ଓ ଜମି 2000 sqft. @1,20,000/- (Immediate registratin & possession) 9778515070. xyxy=(196,514,376,604)
column-4 xyxy=(568,32,746,2336)
portrait-photo xyxy=(802,1950,890,2054)
classified-ad: Sthitiban plots available near Rajdhani Engineering College, Bhubaneswar. Immediate possession, boundary wall, electricity, registration. Contact: Pattitapaban Constructions, A/174, Sahid Nagar, Phone: 0674-2543040, 9437054924. xyxy=(8,1339,188,1450)
zodiac-sign: ♋ କର୍କଟ: ପାରିବାରିକ ଦାୟିତ୍ୱ ବଢ଼ିବ। ଆର୍ଥିକ ଲାଭର ଯୋଗ ଅଛି। ବିଦ୍ୟାର୍ଥୀମାନଙ୍କ ପାଇଁ ଦିନଟି ଶୁଭ। ଶତ୍ରୁ ପରାସ୍ତ ହେବେ। xyxy=(1140,247,1492,277)
classified-ad: Ready 3BR spacious duplex flat on sale at prime location of Master Canteen. Contact: 9337125526, 9338812978, 9437272103. xyxy=(8,1697,188,1752)
aquarius-icon: ♒ xyxy=(1140,480,1162,502)
health-care-tile: HEALTH CARE xyxy=(384,1157,560,1292)
real-estate-tile: REAL ESTATE xyxy=(8,783,188,908)
birthday-form xyxy=(8,32,560,220)
column-6 xyxy=(952,32,1128,752)
classified-ad: A-Class Packers & Movers, home relocation, countrywide. 9777044177, 9338461133. xyxy=(384,934,560,976)
classified-ad: 2000 sqft. office space at Patia, Bhubaneswar. Contact: 9437019027. xyxy=(384,570,560,611)
zodiac-sign: ♉ ବୃଷ: ଆଜି ପରିବାର ସହିତ ଭଲ ସମୟ ବିତାଇବେ। ଅନାବଶ୍ୟକ ଖର୍ଚ୍ଚ ଉପରେ ନିୟନ୍ତ୍ରଣ ରଖନ୍ତୁ। କର୍ମକ୍ଷେତ୍ରରେ ଉନ୍ନତି ହେବ। ମିତ୍ରଙ୍କ ଠାରୁ ଶୁଭ ସମ୍ବାଦ ପାଇବେ। xyxy=(1140,166,1492,211)
classified-ad: Mukta Finance ସହଜ କିସ୍ତି ପାଇଁ ଶସ୍ତା ଋଣ। 9861635496, 9090227915, Kiranm615@gmail.com. xyxy=(568,981,746,1022)
